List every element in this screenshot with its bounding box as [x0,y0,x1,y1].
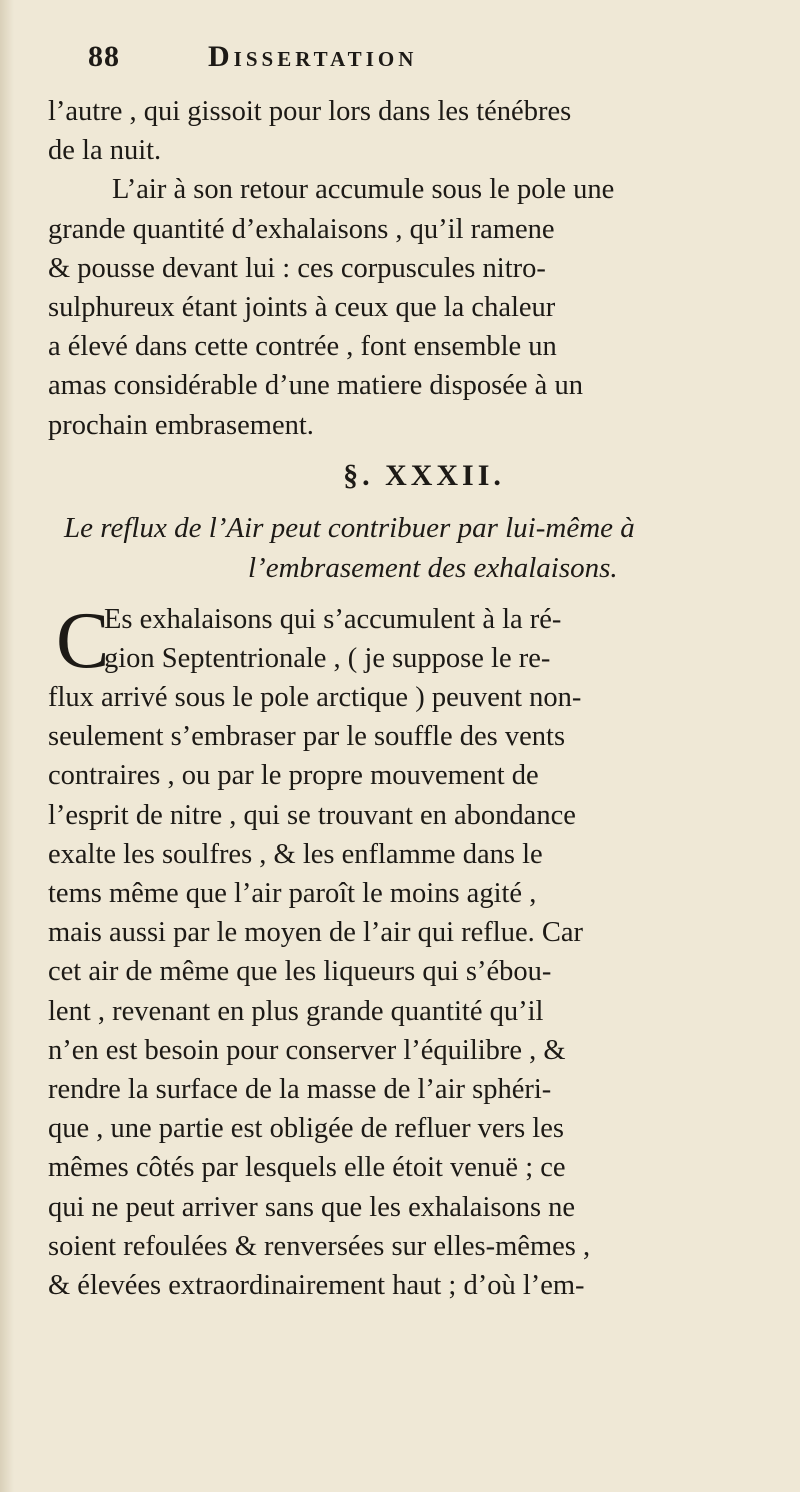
text-line: n’en est besoin pour conserver l’équilibre , & [48,1034,566,1066]
running-head [48,40,760,92]
text-line-content: Es exhalaisons qui s’accumulent à la ré- [104,603,562,635]
text-line: tems même que l’air paroît le moins agité , [48,878,537,909]
paragraph-two [48,170,760,444]
text-line: de la nuit. [48,135,162,167]
paragraph-three [48,596,760,1305]
text-line: L’air à son retour accumule sous le pole une [112,174,615,206]
page-edge [0,0,14,1492]
text-line: sulphureux étant joints à ceux que la chaleur [48,291,556,323]
text-line: cet air de même que les liqueurs qui s’ébou- [48,956,552,988]
text-line: amas considérable d’une matiere disposée à un [48,370,583,402]
text-line: l’autre , qui gissoit pour lors dans les ténébres [48,96,572,127]
paragraph-one [48,92,760,170]
drop-cap: C [56,596,110,685]
text-line: gion Septentrionale , ( je suppose le re- [104,642,551,674]
text-line: soient refoulées & renversées sur elles-mêmes , [48,1230,591,1262]
text-line: exalte les soulfres , & les enflamme dans le [48,838,543,870]
text-line: qui ne peut arriver sans que les exhalaisons ne [48,1191,576,1223]
text-line: prochain embrasement. [48,409,314,441]
text-line: contraires , ou par le propre mouvement de [48,760,539,792]
text-line: grande quantité d’exhalaisons , qu’il ramene [48,213,555,245]
summary-line: l’embrasement des exhalaisons. [248,551,618,584]
section-summary [48,508,760,588]
text-line: lent , revenant en plus grande quantité qu’il [48,995,544,1027]
text-line: & élevées extraordinairement haut ; d’où l’em- [48,1269,585,1301]
text-line: & pousse devant lui : ces corpuscules nitro- [48,252,546,284]
text-line: seulement s’embraser par le souffle des vents [48,721,566,753]
page-number: 88 [88,40,120,73]
book-page [48,40,760,1305]
text-line: mais aussi par le moyen de l’air qui reflue. Car [48,917,583,949]
text-line: flux arrivé sous le pole arctique ) peuvent non- [48,682,582,714]
text-line: l’esprit de nitre , qui se trouvant en abondance [48,799,576,831]
text-line: mêmes côtés par lesquels elle étoit venuë ; ce [48,1152,566,1184]
summary-line: Le reflux de l’Air peut contribuer par lui-même à [64,511,635,544]
text-line: que , une partie est obligée de refluer vers les [48,1113,564,1145]
text-line: rendre la surface de la masse de l’air sphéri- [48,1073,552,1105]
text-line: a élevé dans cette contrée , font ensemble un [48,331,557,363]
running-title: Dissertation [208,40,418,73]
section-heading: §. XXXII. [343,458,505,492]
